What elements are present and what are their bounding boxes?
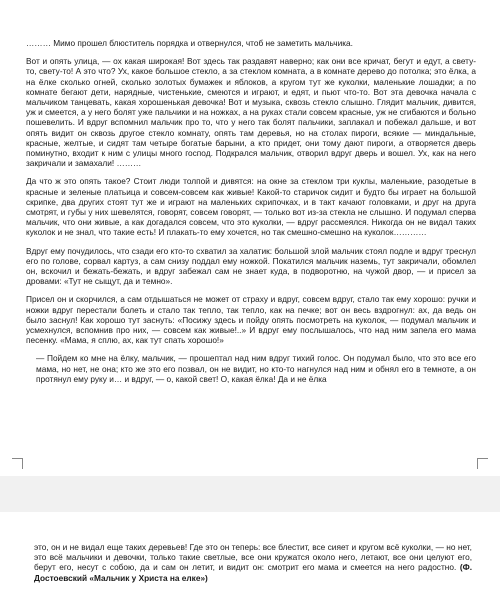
document-body-continued bbox=[34, 542, 472, 583]
paragraph-1: ……… Мимо прошел блюститель порядка и отвернулся, чтоб не заметить мальчика. bbox=[26, 38, 353, 48]
page-gap bbox=[0, 476, 500, 512]
paragraph-5: Присел он и скорчился, а сам отдышаться не может от страху и вдруг, совсем вдруг, стало так ему хорошо: ручки и ножки вдруг перестали болеть и стало так тепло, так тепло, как на печке; вот он весь вздрогнул: ах, да ведь он было заснул! Как хорошо тут заснуть: «Посижу здесь и пойду опять посмотреть на куколок, — подумал мальчик и усмехнулся, вспомнив про них, — совсем как живые!..» И вдруг ему послышалось, что над ним запела его мама песенку. «Мама, я сплю, ах, как тут спать хорошо!» bbox=[26, 294, 476, 346]
paragraph-6: — Пойдем ко мне на ёлку, мальчик, — прошептал над ним вдруг тихий голос. Он подумал было, что это все его мама, но нет, не она; кто же это его позвал, он не видит, но кто-то нагнулся над ним и обнял его в темноте, а он протянул ему руку и… и вдруг, — о, какой свет! О, какая ёлка! Да и не ёлка bbox=[36, 353, 476, 384]
continuation-paragraph bbox=[34, 542, 472, 583]
paragraph-2: Вот и опять улица, — ох какая широкая! Вот здесь так раздавят наверно; как они все кричат, бегут и едут, а свету-то, свету-то! А это что? Ух, какое большое стекло, а за стеклом комната, а в комнате дерево до потолка; это ёлка, а на ёлке сколько огней, сколько золотых бумажек и яблоков, а кругом тут же куколки, маленькие лошадки; а по комнате бегают дети, нарядные, чистенькие, смеются и играют, и едят, и пьют что-то. Вот эта девочка начала с мальчиком танцевать, какая хорошенькая девочка! Вот и музыка, сквозь стекло слышно. Глядит мальчик, дивится, уж и смеется, а у него болят уже пальчики и на ножках, а на руках стали совсем красные, уж не сгибаются и больно пошевелить. И вдруг вспомнил мальчик про то, что у него так болят пальчики, заплакал и побежал дальше, и вот опять видит он сквозь другое стекло комнату, опять там деревья, но на столах пироги, всякие — миндальные, красные, желтые, и сидят там четыре богатые барыни, а кто придет, они тому дают пироги, а отворяется дверь поминутно, входит к ним с улицы много господ. Подкрался мальчик, отворил вдруг дверь и вошел. Ух, как на него закричали и замахали! ……… bbox=[26, 56, 476, 169]
document-page-2 bbox=[0, 512, 500, 611]
attribution: (Ф. Достоевский «Мальчик у Христа на елке») bbox=[34, 562, 472, 583]
paragraph-3: Да что ж это опять такое? Стоит люди толпой и дивятся: на окне за стеклом три куклы, маленькие, разодетые в красные и зеленые платьица и совсем-совсем как живые! Какой-то старичок сидит и будто бы играет на большой скрипке, два других стоят тут же и играют на маленьких скрипочках, и в такт качают головками, и друг на друга смотрят, и губы у них шевелятся, говорят, совсем говорят, — только вот из-за стекла не слышно. И подумал сперва мальчик, что они живые, а как догадался совсем, что это куколки, — вдруг рассмеялся. Никогда он не видал таких куколок и не знал, что такие есть! И плакать-то ему хочется, но так смешно-смешно на куколок………… bbox=[26, 176, 476, 238]
continuation-text: это, он и не видал еще таких деревьев! Где это он теперь: все блестит, все сияет и кругом всё куколки, — но нет, это всё мальчики и девочки, только такие светлые, все они кружатся около него, летают, все они целуют его, берут его, несут с собою, да и сам он летит, и видит он: смотрит его мама и смеется на него радостно. bbox=[34, 542, 472, 573]
paragraph-4: Вдруг ему почудилось, что сзади его кто-то схватил за халатик: большой злой мальчик стоял подле и вдруг треснул его по голове, сорвал картуз, а сам снизу поддал ему ножкой. Покатился мальчик наземь, тут закричали, обомлел он, вскочил и бежать-бежать, и вдруг забежал сам не знает куда, в подворотню, на чужой двор, — и присел за дровами: «Тут не сыщут, да и темно». bbox=[26, 245, 476, 287]
page-corner-mark bbox=[477, 458, 488, 469]
document-body bbox=[26, 38, 476, 392]
page-corner-mark bbox=[12, 458, 23, 469]
